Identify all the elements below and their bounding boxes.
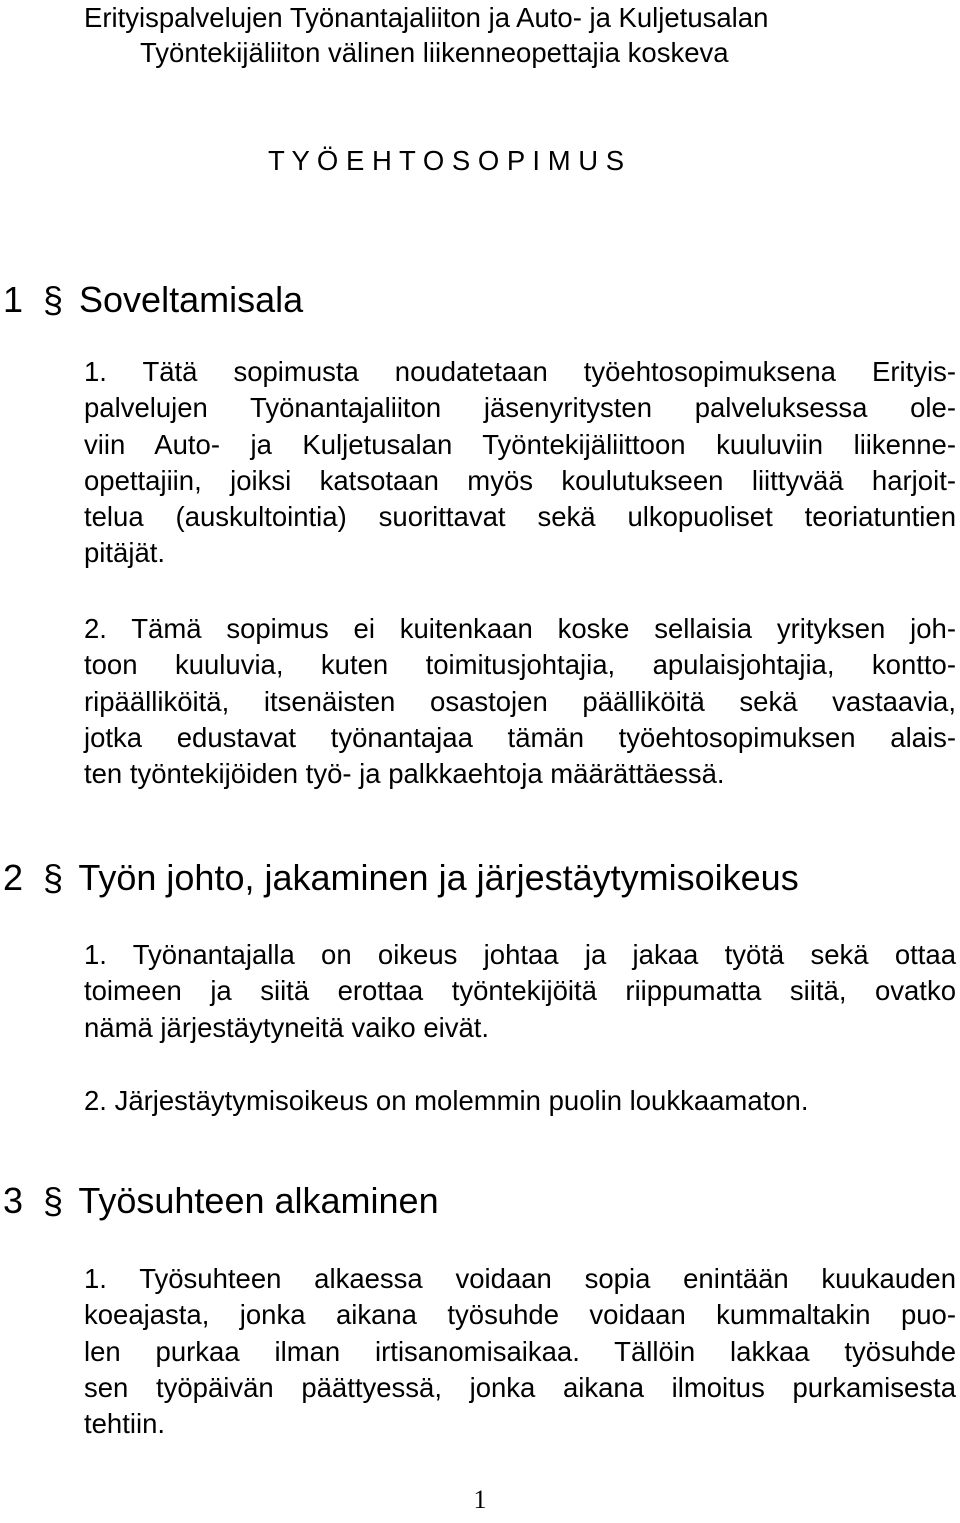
- text-line: sen työpäivän päättyessä, jonka aikana ilmoitus purkamisesta: [84, 1371, 956, 1403]
- text-line: len purkaa ilman irtisanomisaikaa. Tällöin lakkaa työsuhde: [84, 1335, 956, 1367]
- header-line-1: Erityispalvelujen Työnantajaliiton ja Auto- ja Kuljetusalan: [84, 2, 769, 33]
- text-line: toimeen ja siitä erottaa työntekijöitä riippumatta siitä, ovatko: [84, 975, 956, 1007]
- section-1-heading: [3, 278, 303, 322]
- section-2-paragraph-2: [84, 1083, 956, 1119]
- text-line: jotka edustavat työnantajaa tämän työehtosopimuksen alais-: [84, 721, 956, 753]
- section-1-paragraph-2: [84, 611, 956, 792]
- section-3-symbol: §: [42, 1180, 64, 1221]
- section-2-heading: [3, 856, 799, 900]
- page-number: 1: [473, 1485, 487, 1514]
- text-line: pitäjät.: [84, 537, 166, 569]
- document-type-title: T Y Ö E H T O S O P I M U S: [268, 145, 625, 176]
- text-line: viin Auto- ja Kuljetusalan Työntekijäliittoon kuuluviin liikenne-: [84, 428, 956, 460]
- text-line: 1. Tätä sopimusta noudatetaan työehtosopimuksena Erityis-: [84, 356, 956, 387]
- section-1-number: 1: [3, 279, 24, 320]
- text-line: opettajiin, joiksi katsotaan myös koulutukseen liittyvää harjoit-: [84, 464, 956, 496]
- text-line: 2. Tämä sopimus ei kuitenkaan koske sellaisia yrityksen joh-: [84, 613, 956, 644]
- header-line-2: Työntekijäliiton välinen liikenneopettajia koskeva: [140, 37, 729, 68]
- text-line: koeajasta, jonka aikana työsuhde voidaan kummaltakin puo-: [84, 1299, 956, 1331]
- section-3-title: Työsuhteen alkaminen: [78, 1180, 439, 1221]
- section-2-title: Työn johto, jakaminen ja järjestäytymisoikeus: [78, 857, 799, 898]
- text-line: ten työntekijöiden työ- ja palkkaehtoja määrättäessä.: [84, 758, 725, 790]
- text-line: palvelujen Työnantajaliiton jäsenyritysten palveluksessa ole-: [84, 392, 956, 424]
- section-2-number: 2: [3, 857, 24, 898]
- section-3-paragraph-1: [84, 1261, 956, 1442]
- section-3-number: 3: [3, 1180, 24, 1221]
- text-line: 1. Työsuhteen alkaessa voidaan sopia enintään kuukauden: [84, 1263, 956, 1294]
- section-1-symbol: §: [42, 279, 64, 320]
- section-1-title: Soveltamisala: [79, 279, 304, 320]
- text-line: telua (auskultointia) suorittavat sekä ulkopuoliset teoriatuntien: [84, 501, 956, 533]
- section-2-symbol: §: [42, 857, 64, 898]
- text-line: 2. Järjestäytymisoikeus on molemmin puolin loukkaamaton.: [84, 1085, 809, 1116]
- text-line: nämä järjestäytyneitä vaiko eivät.: [84, 1011, 490, 1043]
- text-line: toon kuuluvia, kuten toimitusjohtajia, apulaisjohtajia, kontto-: [84, 649, 956, 681]
- text-line: ripäälliköitä, itsenäisten osastojen päälliköitä sekä vastaavia,: [84, 685, 956, 717]
- section-1-paragraph-1: [84, 354, 956, 572]
- section-2-paragraph-1: [84, 937, 956, 1046]
- section-3-heading: [3, 1179, 439, 1223]
- text-line: 1. Työnantajalla on oikeus johtaa ja jakaa työtä sekä ottaa: [84, 939, 956, 970]
- text-line: tehtiin.: [84, 1408, 166, 1440]
